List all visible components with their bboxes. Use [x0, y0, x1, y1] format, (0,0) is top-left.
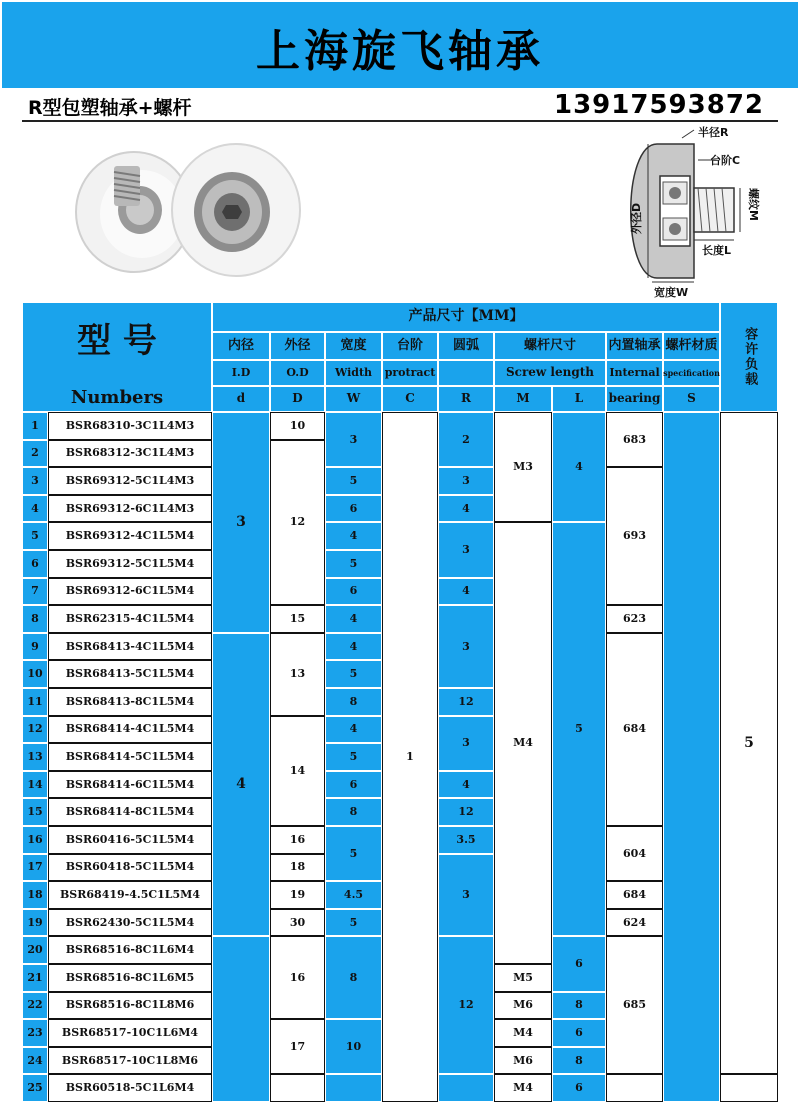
- arc-header-sym: R: [438, 386, 494, 412]
- row-number: 1: [22, 412, 48, 440]
- product-name: R型包塑轴承+螺杆: [28, 97, 192, 119]
- row-number: 21: [22, 964, 48, 992]
- spec-cell-L: 8: [552, 992, 606, 1020]
- spec-cell-M: M3: [494, 412, 552, 522]
- spec-cell-L: 6: [552, 1019, 606, 1047]
- company-title: 上海旋飞轴承: [256, 26, 544, 77]
- model-number: BSR68414-4C1L5M4: [48, 716, 212, 744]
- row-number: 11: [22, 688, 48, 716]
- spec-cell-W: 4: [325, 605, 382, 633]
- spec-cell-D: 15: [270, 605, 325, 633]
- model-number: BSR68516-8C1L6M5: [48, 964, 212, 992]
- model-number: BSR62430-5C1L5M4: [48, 909, 212, 937]
- spec-cell-W: 5: [325, 743, 382, 771]
- spec-cell-R: 12: [438, 688, 494, 716]
- outer-dia-header-sym: D: [270, 386, 325, 412]
- spec-cell-brg: 623: [606, 605, 663, 633]
- row-number: 2: [22, 440, 48, 468]
- spec-cell-M: M4: [494, 1019, 552, 1047]
- spec-cell-L: 8: [552, 1047, 606, 1075]
- product-photo: [22, 122, 778, 302]
- bearing-header-sym: bearing: [606, 386, 663, 412]
- model-number: BSR68414-8C1L5M4: [48, 798, 212, 826]
- spec-cell-W: 5: [325, 467, 382, 495]
- load-header: 容许负载: [720, 302, 778, 412]
- spec-cell-R: 4: [438, 578, 494, 606]
- spec-cell-W: 5: [325, 660, 382, 688]
- model-header-cn: 型 号: [77, 321, 157, 362]
- spec-cell-R: 3.5: [438, 826, 494, 854]
- row-number: 4: [22, 495, 48, 523]
- label-width: 宽度W: [654, 286, 689, 299]
- row-number: 10: [22, 660, 48, 688]
- spec-cell-R: 4: [438, 495, 494, 523]
- screw-l-header: L: [552, 386, 606, 412]
- step-header-en: protract: [382, 360, 438, 386]
- spec-cell-L: 4: [552, 412, 606, 522]
- spec-cell-D: 30: [270, 909, 325, 937]
- row-number: 23: [22, 1019, 48, 1047]
- spec-cell-brg: 685: [606, 936, 663, 1074]
- spec-cell-W: 8: [325, 936, 382, 1019]
- row-number: 15: [22, 798, 48, 826]
- inner-dia-header-en: I.D: [212, 360, 270, 386]
- model-number: BSR68414-6C1L5M4: [48, 771, 212, 799]
- model-number: BSR68310-3C1L4M3: [48, 412, 212, 440]
- row-number: 22: [22, 992, 48, 1020]
- spec-cell-brg: 693: [606, 467, 663, 605]
- spec-cell-S: [663, 412, 720, 1102]
- dims-header: 产品尺寸【MM】: [212, 302, 720, 332]
- bearing-header-cn: 内置轴承: [606, 332, 663, 360]
- spec-cell-D: 13: [270, 633, 325, 716]
- spec-cell-brg: 684: [606, 633, 663, 826]
- spec-cell-M: M4: [494, 522, 552, 964]
- label-thread: 螺纹M: [747, 188, 760, 221]
- arc-header-en: [438, 360, 494, 386]
- material-header-en: specification: [663, 360, 720, 386]
- row-number: 16: [22, 826, 48, 854]
- header-banner: [0, 0, 800, 90]
- spec-cell-R: 12: [438, 936, 494, 1074]
- model-number: BSR68516-8C1L8M6: [48, 992, 212, 1020]
- spec-cell-load: 5: [720, 412, 778, 1074]
- row-number: 25: [22, 1074, 48, 1102]
- spec-cell-M: M6: [494, 1047, 552, 1075]
- spec-cell-R: 4: [438, 771, 494, 799]
- row-number: 18: [22, 881, 48, 909]
- row-number: 3: [22, 467, 48, 495]
- model-number: BSR68414-5C1L5M4: [48, 743, 212, 771]
- spec-cell-W: 4: [325, 633, 382, 661]
- row-number: 6: [22, 550, 48, 578]
- bearing-header-en: Internal: [606, 360, 663, 386]
- spec-cell-R: [438, 1074, 494, 1102]
- spec-cell-D: 18: [270, 854, 325, 882]
- model-number: BSR68517-10C1L8M6: [48, 1047, 212, 1075]
- row-number: 24: [22, 1047, 48, 1075]
- row-number: 20: [22, 936, 48, 964]
- spec-cell-W: 10: [325, 1019, 382, 1074]
- row-number: 14: [22, 771, 48, 799]
- product-photo-area: [22, 122, 778, 302]
- spec-cell-D: [270, 1074, 325, 1102]
- spec-cell-W: [325, 1074, 382, 1102]
- spec-cell-L: 5: [552, 522, 606, 936]
- model-number: BSR69312-5C1L4M3: [48, 467, 212, 495]
- spec-cell-W: 4.5: [325, 881, 382, 909]
- spec-cell-M: M5: [494, 964, 552, 992]
- spec-cell-brg: 604: [606, 826, 663, 881]
- spec-cell-R: 2: [438, 412, 494, 467]
- row-number: 17: [22, 854, 48, 882]
- spec-cell-D: 16: [270, 826, 325, 854]
- spec-cell-R: 12: [438, 798, 494, 826]
- spec-cell-R: 3: [438, 467, 494, 495]
- spec-cell-R: 3: [438, 854, 494, 937]
- model-number: BSR68413-5C1L5M4: [48, 660, 212, 688]
- spec-cell-W: 8: [325, 688, 382, 716]
- inner-dia-header-cn: 内径: [212, 332, 270, 360]
- spec-cell-brg: 683: [606, 412, 663, 467]
- spec-cell-W: 5: [325, 550, 382, 578]
- spec-cell-R: 3: [438, 716, 494, 771]
- screw-header-en: Screw length: [494, 360, 606, 386]
- model-number: BSR60518-5C1L6M4: [48, 1074, 212, 1102]
- spec-cell-C: 1: [382, 412, 438, 1102]
- model-number: BSR69312-4C1L5M4: [48, 522, 212, 550]
- spec-cell-W: 4: [325, 716, 382, 744]
- spec-cell-L: 6: [552, 1074, 606, 1102]
- spec-cell-D: 10: [270, 412, 325, 440]
- row-number: 9: [22, 633, 48, 661]
- spec-cell-L: 6: [552, 936, 606, 991]
- inner-dia-header-sym: d: [212, 386, 270, 412]
- row-number: 19: [22, 909, 48, 937]
- row-number: 7: [22, 578, 48, 606]
- spec-cell-D: 16: [270, 936, 325, 1019]
- step-header-cn: 台阶: [382, 332, 438, 360]
- model-number: BSR68516-8C1L6M4: [48, 936, 212, 964]
- width-header-cn: 宽度: [325, 332, 382, 360]
- spec-cell-brg: 624: [606, 909, 663, 937]
- label-radius: 半径R: [698, 126, 729, 139]
- spec-cell-M: M6: [494, 992, 552, 1020]
- label-length: 长度L: [702, 244, 732, 257]
- outer-dia-header-cn: 外径: [270, 332, 325, 360]
- spec-cell-D: 12: [270, 440, 325, 606]
- row-number: 8: [22, 605, 48, 633]
- arc-header-cn: 圆弧: [438, 332, 494, 360]
- spec-cell-d: 4: [212, 633, 270, 937]
- material-header-cn: 螺杆材质: [663, 332, 720, 360]
- width-header-sym: W: [325, 386, 382, 412]
- spec-cell-M: M4: [494, 1074, 552, 1102]
- row-number: 5: [22, 522, 48, 550]
- step-header-sym: C: [382, 386, 438, 412]
- spec-cell-brg: 684: [606, 881, 663, 909]
- model-number: BSR69312-5C1L5M4: [48, 550, 212, 578]
- spec-cell-W: 6: [325, 495, 382, 523]
- width-header-en: Width: [325, 360, 382, 386]
- spec-cell-W: 5: [325, 826, 382, 881]
- model-number: BSR68312-3C1L4M3: [48, 440, 212, 468]
- model-number: BSR62315-4C1L5M4: [48, 605, 212, 633]
- spec-cell-D: 14: [270, 716, 325, 826]
- model-number: BSR68419-4.5C1L5M4: [48, 881, 212, 909]
- spec-cell-W: 6: [325, 771, 382, 799]
- product-bar: [22, 90, 778, 122]
- spec-cell-brg: [606, 1074, 663, 1102]
- spec-cell-W: 3: [325, 412, 382, 467]
- model-number: BSR60416-5C1L5M4: [48, 826, 212, 854]
- spec-cell-W: 6: [325, 578, 382, 606]
- model-number: BSR68517-10C1L6M4: [48, 1019, 212, 1047]
- spec-cell-W: 4: [325, 522, 382, 550]
- spec-cell-W: 5: [325, 909, 382, 937]
- spec-cell-W: 8: [325, 798, 382, 826]
- label-outer-diameter: 外径D: [630, 202, 643, 234]
- phone-number: 13917593872: [554, 90, 764, 120]
- spec-cell-load: [720, 1074, 778, 1102]
- row-number: 13: [22, 743, 48, 771]
- outer-dia-header-en: O.D: [270, 360, 325, 386]
- spec-cell-D: 17: [270, 1019, 325, 1074]
- row-number: 12: [22, 716, 48, 744]
- model-number: BSR60418-5C1L5M4: [48, 854, 212, 882]
- model-number: BSR69312-6C1L4M3: [48, 495, 212, 523]
- model-number: BSR68413-8C1L5M4: [48, 688, 212, 716]
- spec-cell-R: 3: [438, 522, 494, 577]
- model-number: BSR69312-6C1L5M4: [48, 578, 212, 606]
- model-header-en: Numbers: [70, 387, 164, 409]
- spec-cell-D: 19: [270, 881, 325, 909]
- label-step: 台阶C: [710, 154, 741, 167]
- spec-cell-d: [212, 936, 270, 1102]
- screw-m-header: M: [494, 386, 552, 412]
- material-header-sym: S: [663, 386, 720, 412]
- screw-header-cn: 螺杆尺寸: [494, 332, 606, 360]
- spec-cell-R: 3: [438, 605, 494, 688]
- spec-cell-d: 3: [212, 412, 270, 633]
- model-number: BSR68413-4C1L5M4: [48, 633, 212, 661]
